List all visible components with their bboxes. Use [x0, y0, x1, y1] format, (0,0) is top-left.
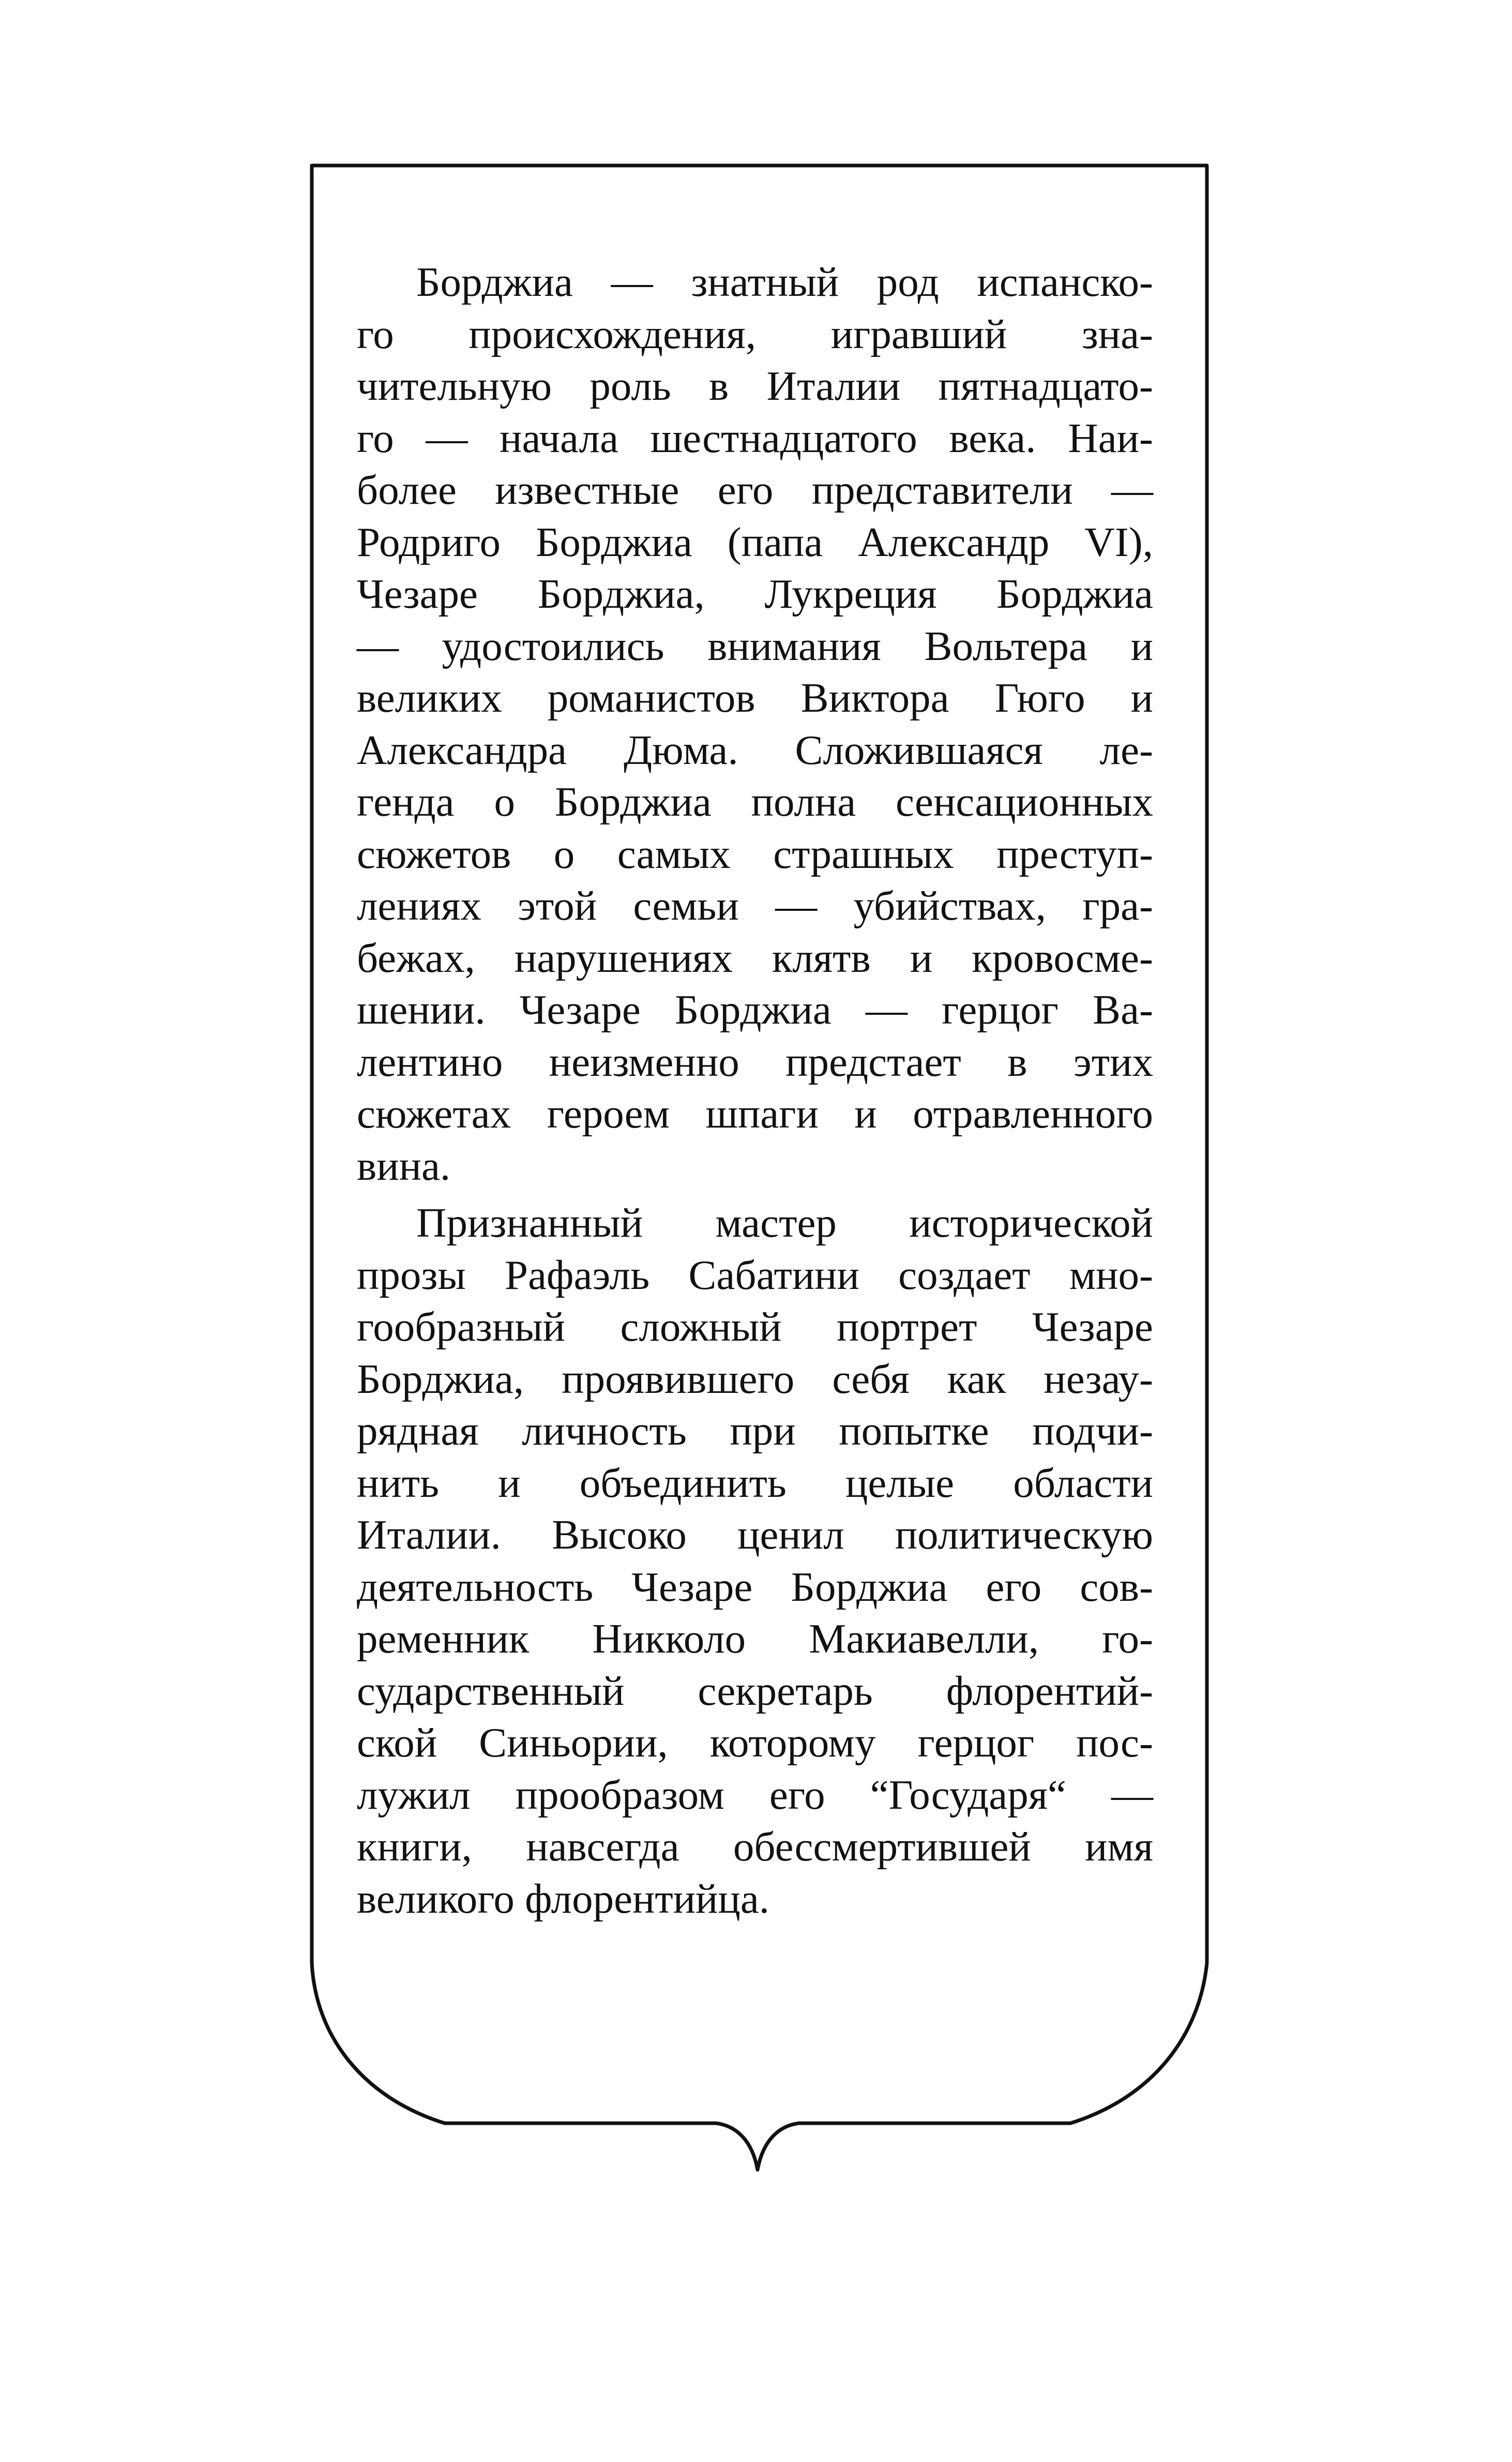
description-text [357, 256, 1153, 1925]
text-line: Чезаре Борджиа, Лукреция Борджиа [357, 571, 1153, 617]
text-line: рядная личность при попытке подчи- [357, 1407, 1153, 1454]
text-line: сударственный секретарь флорентий- [357, 1667, 1153, 1714]
text-line: сюжетах героем шпаги и отравленного [357, 1090, 1153, 1137]
text-line: нить и объединить целые области [357, 1459, 1153, 1506]
text-line: прозы Рафаэль Сабатини создает мно- [357, 1251, 1153, 1298]
text-line: Борджиа, проявившего себя как незау- [357, 1355, 1153, 1402]
text-line: великих романистов Виктора Гюго и [357, 674, 1153, 721]
text-line: вина. [357, 1142, 451, 1189]
text-line: лужил прообразом его “Государя“ — [357, 1771, 1153, 1818]
text-line: ременник Никколо Макиавелли, го- [357, 1615, 1153, 1662]
text-line: го происхождения, игравший зна- [357, 310, 1153, 357]
text-line: чительную роль в Италии пятнадцато- [357, 363, 1153, 409]
text-line: книги, навсегда обессмертившей имя [357, 1823, 1153, 1870]
paragraph-1 [357, 256, 1153, 1192]
text-line: генда о Борджиа полна сенсационных [357, 778, 1153, 825]
text-line: лентино неизменно предстает в этих [357, 1038, 1153, 1085]
paragraph-2 [357, 1197, 1153, 1925]
text-line: ской Синьории, которому герцог пос- [357, 1719, 1153, 1766]
text-line: великого флорентийца. [357, 1875, 770, 1922]
text-line: Родриго Борджиа (папа Александр VI), [357, 518, 1153, 565]
text-line: Признанный мастер исторической [416, 1199, 1153, 1246]
text-line: гообразный сложный портрет Чезаре [357, 1303, 1153, 1350]
text-line: лениях этой семьи — убийствах, гра- [357, 882, 1153, 929]
text-line: деятельность Чезаре Борджиа его сов- [357, 1563, 1153, 1610]
text-line: — удостоились внимания Вольтера и [357, 622, 1153, 669]
text-line: Италии. Высоко ценил политическую [357, 1511, 1153, 1558]
text-line: бежах, нарушениях клятв и кровосме- [357, 934, 1153, 981]
text-line: более известные его представители — [357, 467, 1153, 513]
text-line: Александра Дюма. Сложившаяся ле- [357, 726, 1153, 773]
text-line: го — начала шестнадцатого века. Наи- [357, 414, 1153, 461]
text-line: сюжетов о самых страшных преступ- [357, 830, 1153, 877]
text-line: Борджиа — знатный род испанско- [416, 259, 1153, 305]
text-line: шении. Чезаре Борджиа — герцог Ва- [357, 986, 1153, 1033]
